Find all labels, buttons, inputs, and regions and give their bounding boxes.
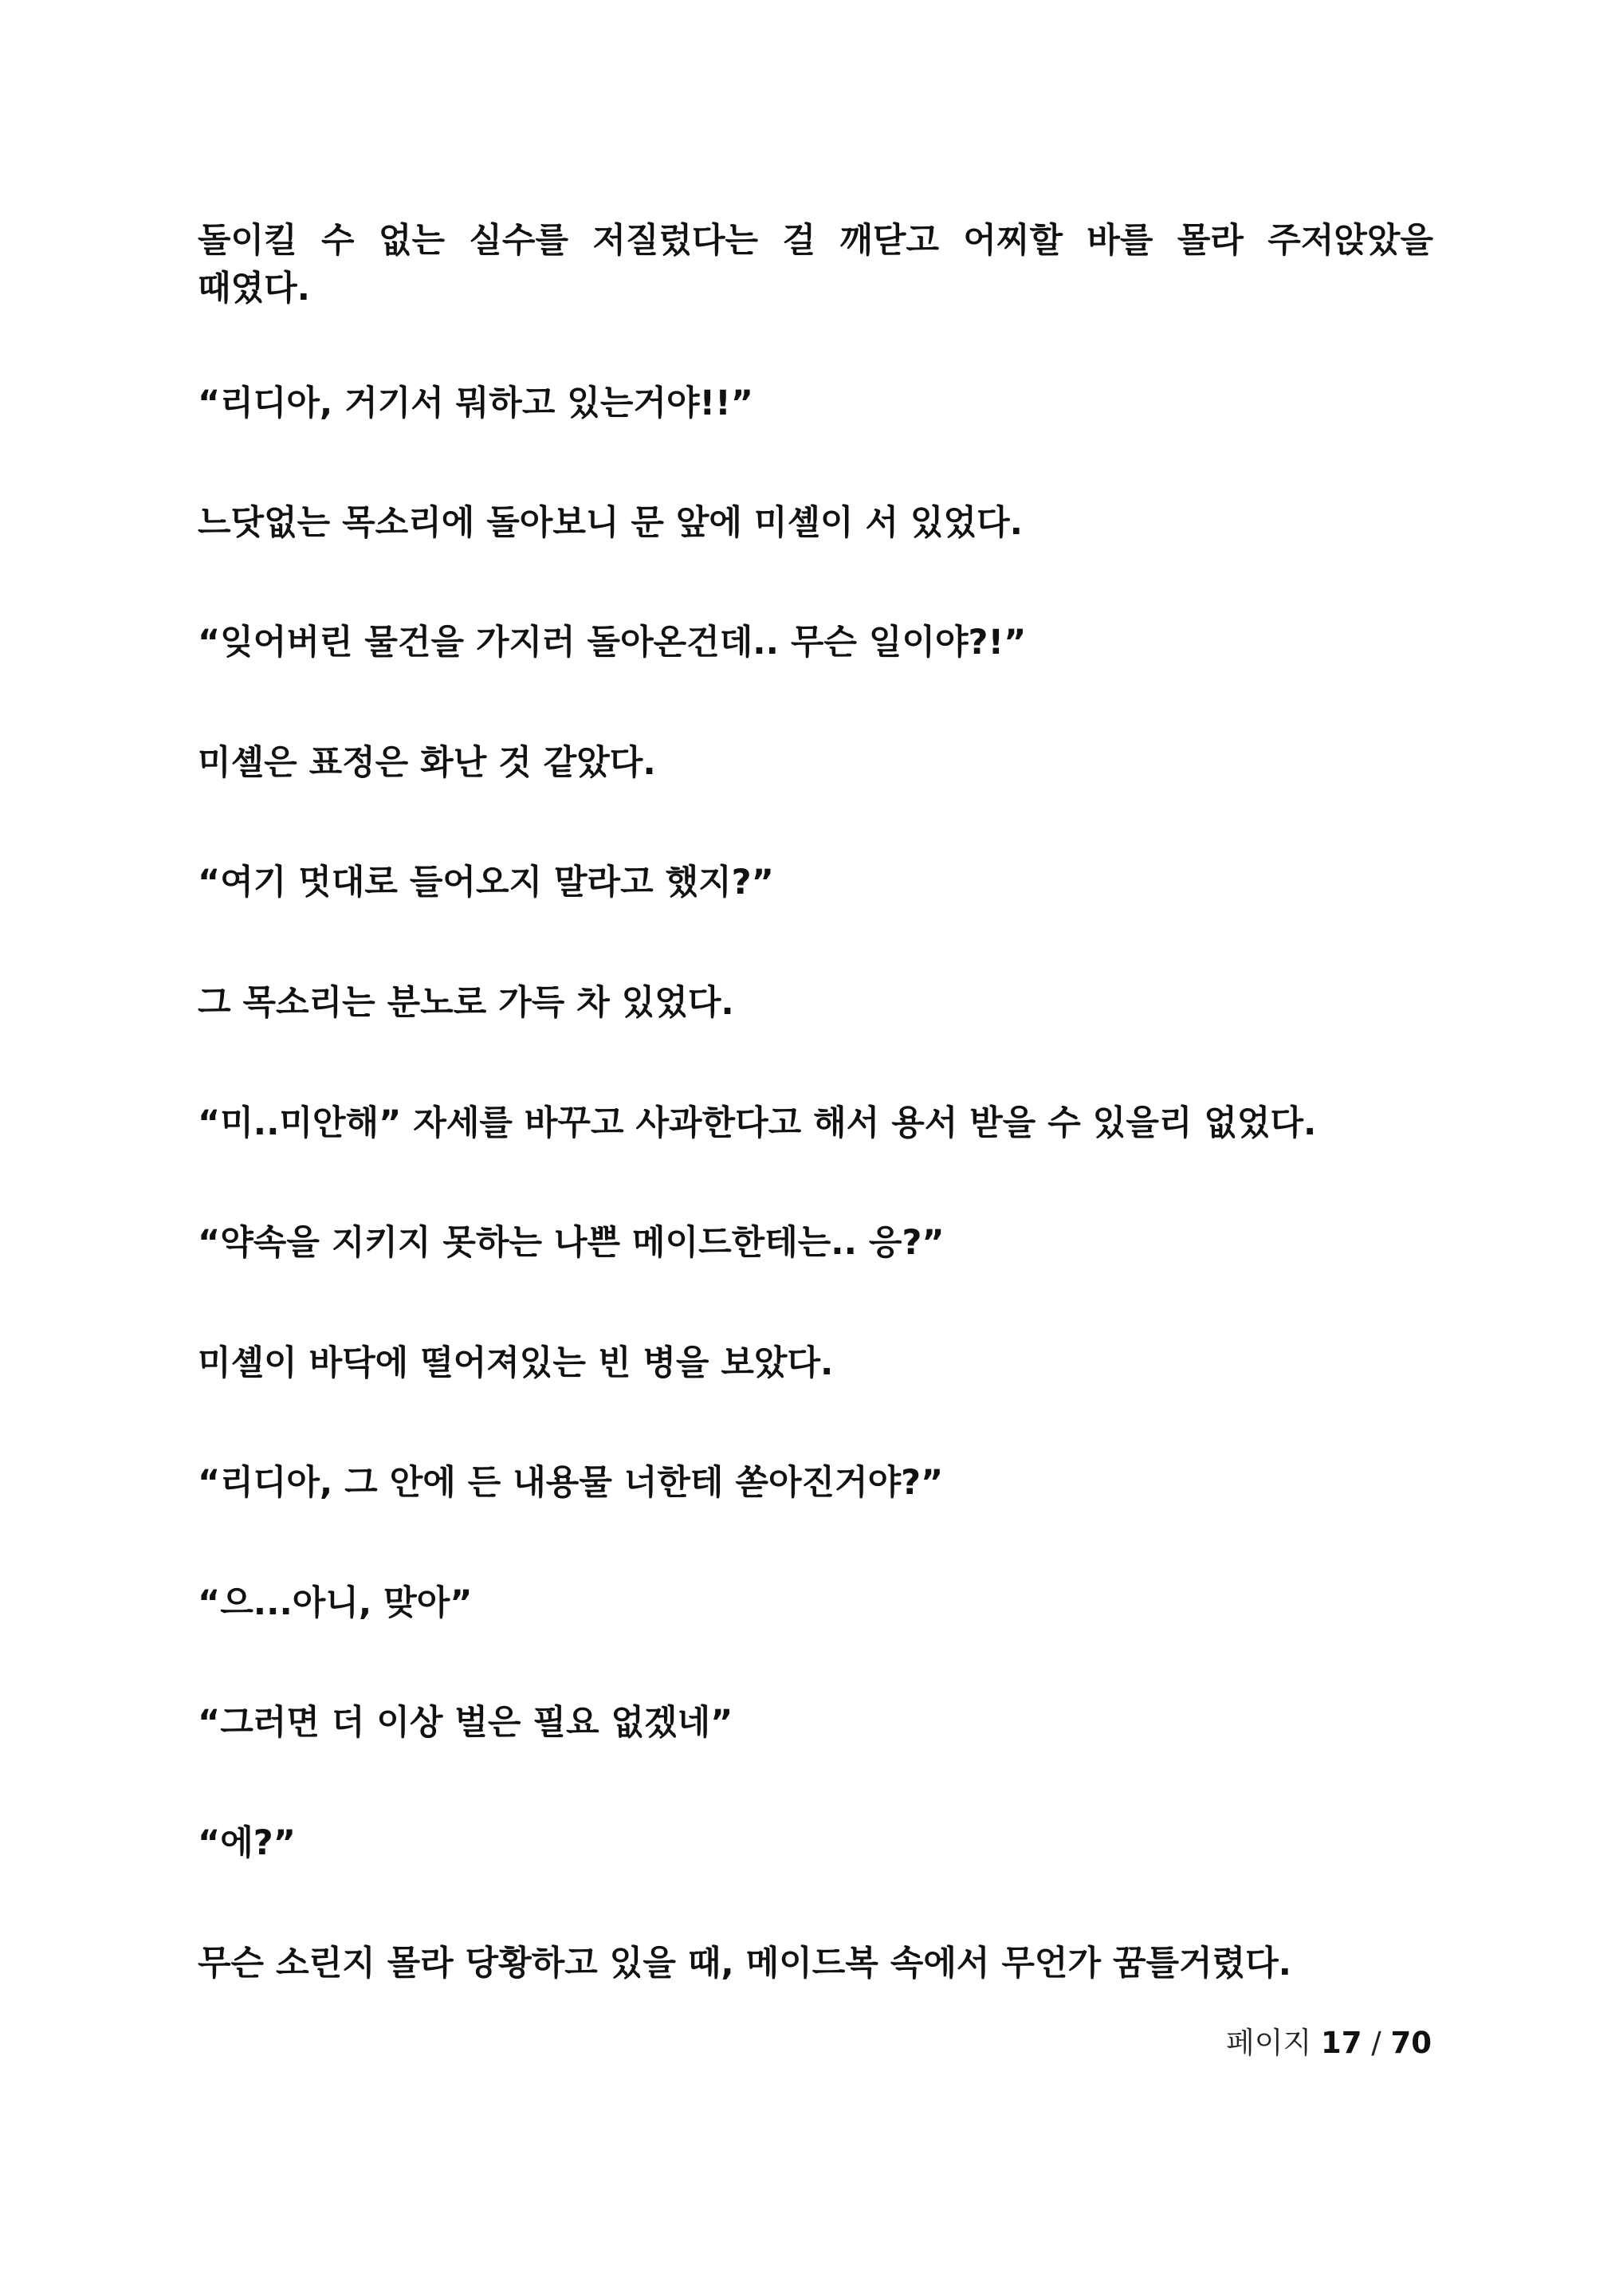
page-label: 페이지	[1226, 2026, 1312, 2060]
paragraph-3: 느닷없는 목소리에 돌아보니 문 앞에 미셸이 서 있었다.	[198, 503, 1023, 543]
paragraph-15: 무슨 소린지 몰라 당황하고 있을 때, 메이드복 속에서 무언가 꿈틀거렸다.	[198, 1944, 1292, 1983]
page-separator: /	[1371, 2026, 1381, 2060]
current-page-number: 17	[1321, 2026, 1362, 2060]
paragraph-5: 미셸은 표정은 화난 것 같았다.	[198, 743, 656, 783]
paragraph-9: “약속을 지키지 못하는 나쁜 메이드한테는.. 응?”	[198, 1223, 945, 1263]
paragraph-8: “미..미안해” 자세를 바꾸고 사과한다고 해서 용서 받을 수 있을리 없었다.	[198, 1103, 1317, 1143]
paragraph-13: “그러면 더 이상 벌은 필요 없겠네”	[198, 1703, 733, 1743]
paragraph-1: 돌이킬 수 없는 실수를 저질렀다는 걸 깨닫고 어찌할 바를 몰라 주저앉았을 때였다.	[198, 221, 1433, 309]
paragraph-11: “리디아, 그 안에 든 내용물 너한테 쏟아진거야?”	[198, 1463, 944, 1503]
paragraph-14: “에?”	[198, 1823, 297, 1863]
paragraph-4: “잊어버린 물건을 가지러 돌아온건데.. 무슨 일이야?!”	[198, 623, 1027, 662]
total-page-count: 70	[1390, 2026, 1432, 2060]
page-number-footer	[1226, 2023, 1432, 2063]
paragraph-10: 미셸이 바닥에 떨어져있는 빈 병을 보았다.	[198, 1343, 834, 1383]
paragraph-2: “리디아, 거기서 뭐하고 있는거야!!”	[198, 383, 753, 423]
paragraph-7: 그 목소리는 분노로 가득 차 있었다.	[198, 983, 734, 1023]
paragraph-12: “으...아니, 맞아”	[198, 1583, 473, 1623]
paragraph-6: “여기 멋대로 들어오지 말라고 했지?”	[198, 863, 774, 902]
